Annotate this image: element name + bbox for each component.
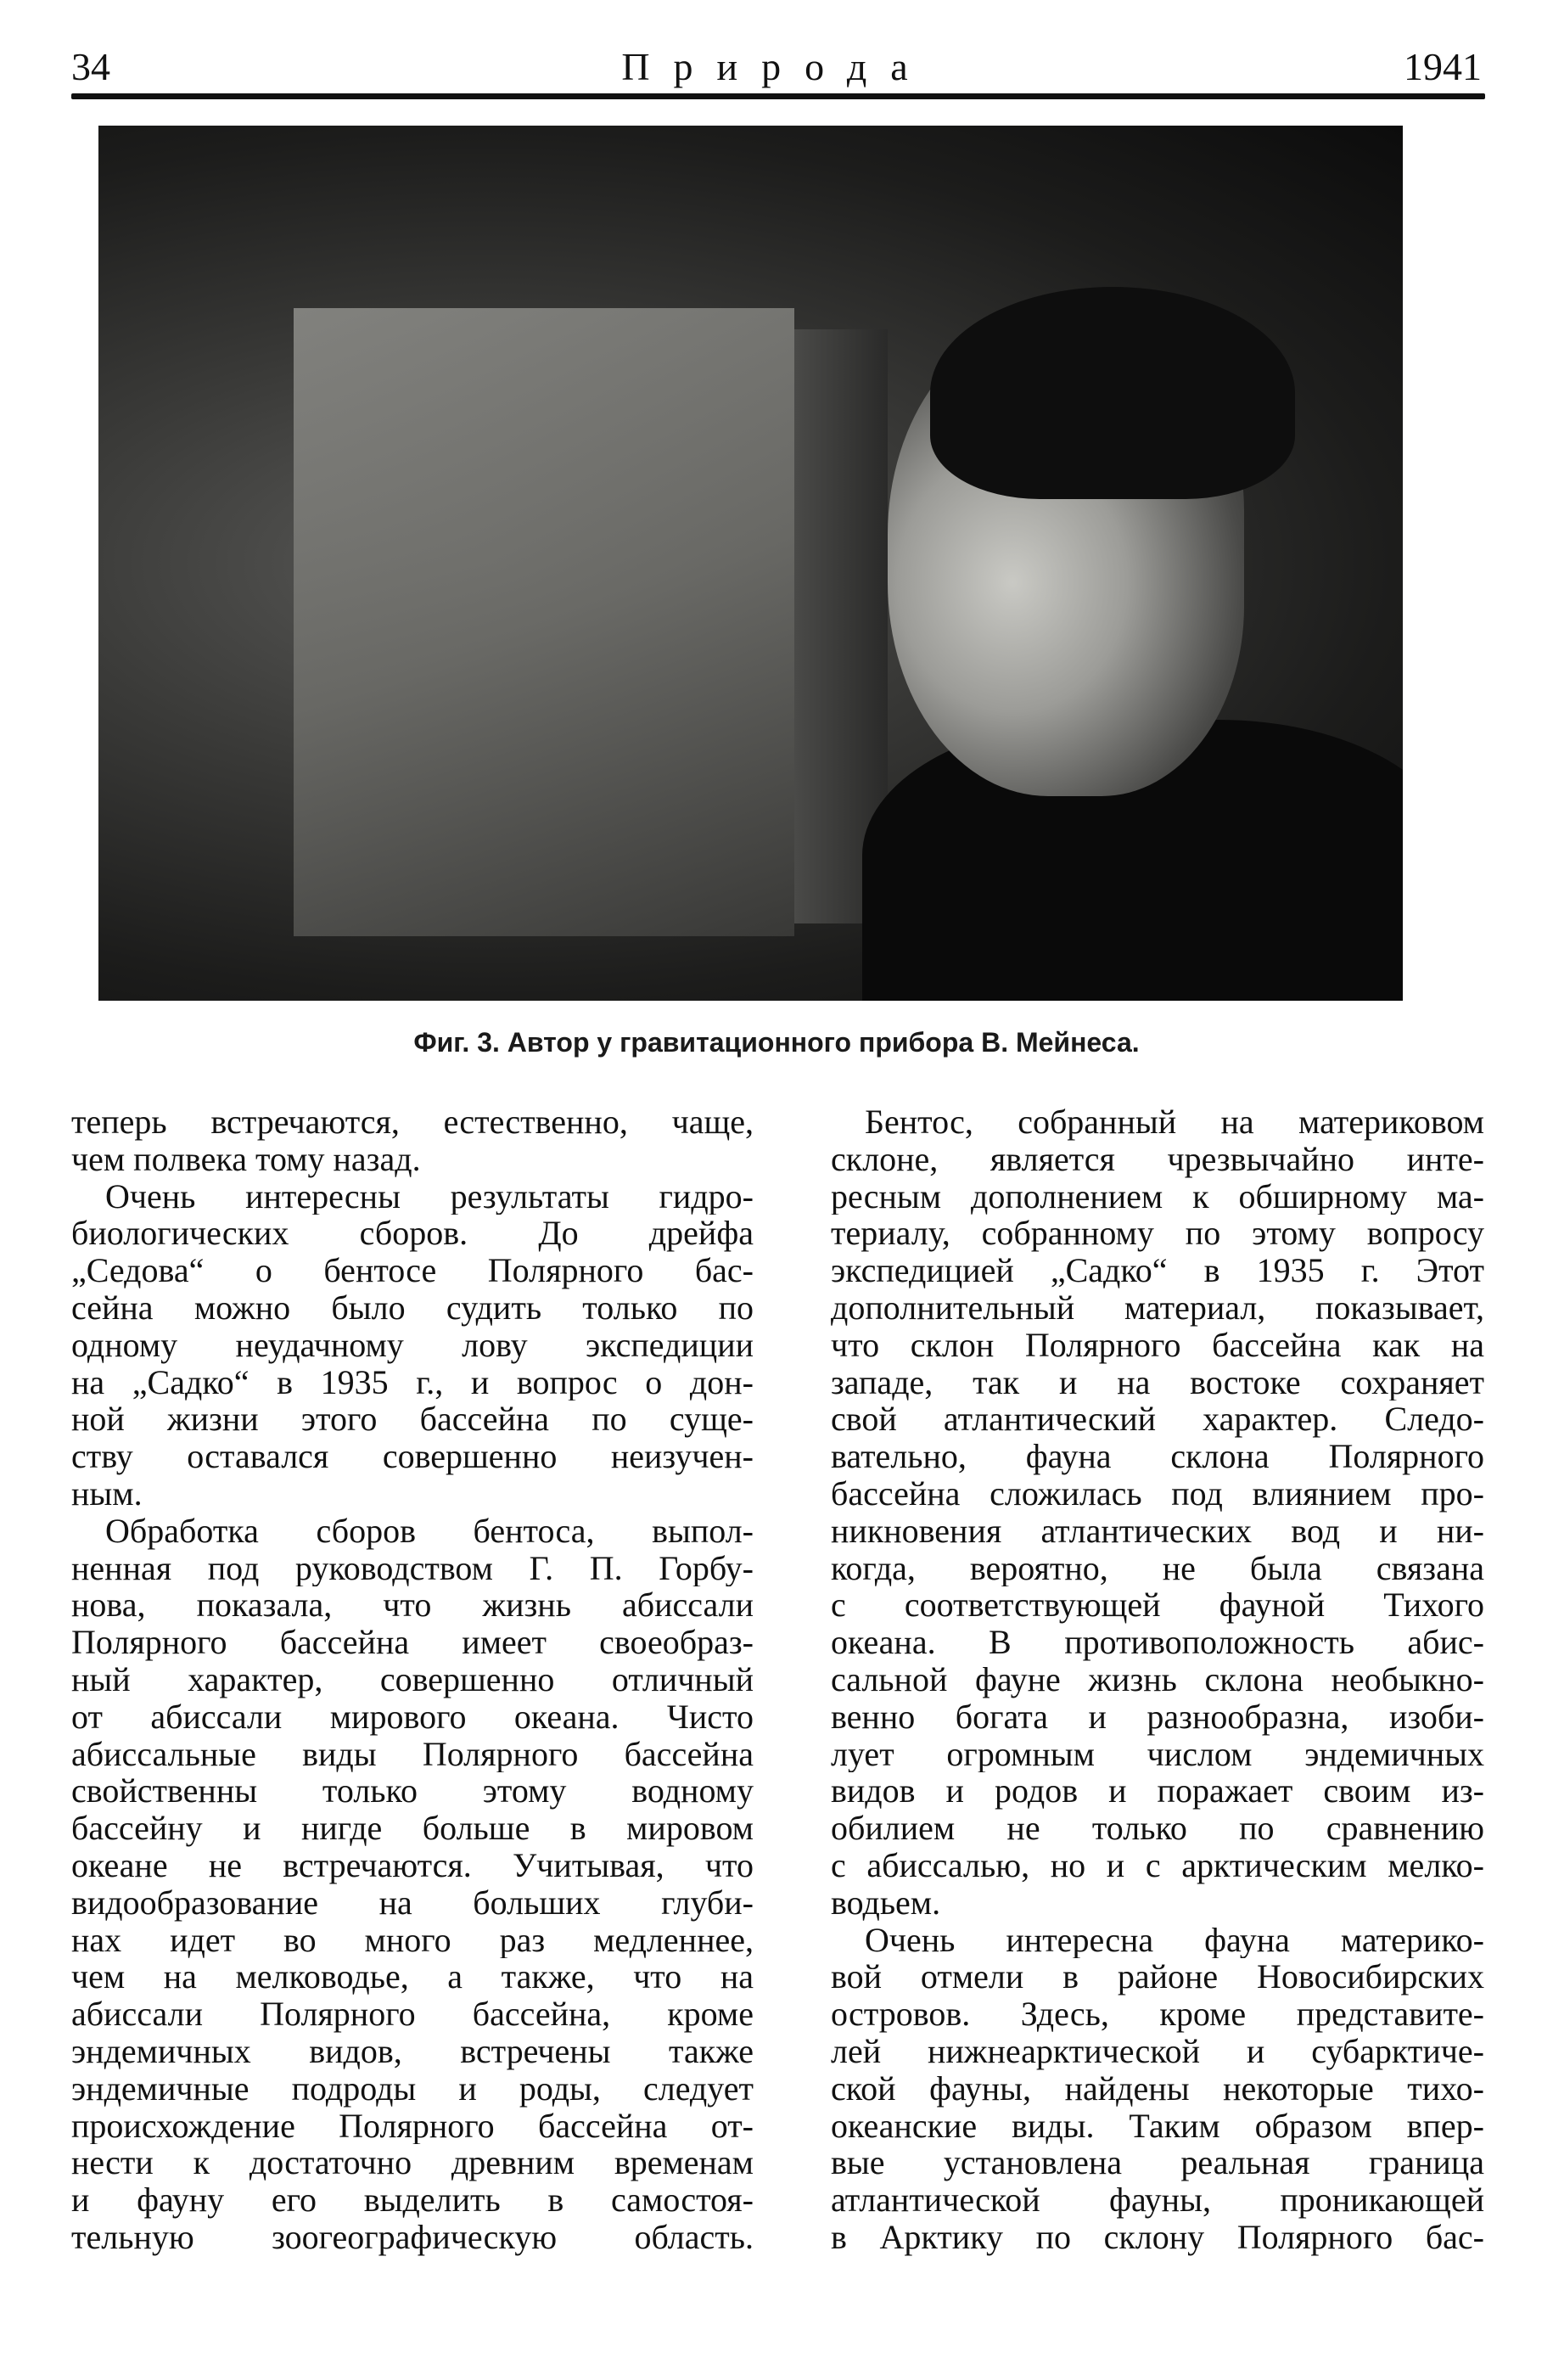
figure-caption: Фиг. 3. Автор у гравитационного прибора В. Мейнеса. <box>413 1027 1140 1058</box>
text-line: нах идет во много раз медленнее, <box>71 1921 754 1959</box>
person-hair <box>930 287 1295 499</box>
text-line: сейна можно было судить только по <box>71 1288 754 1327</box>
text-line: сальной фауне жизнь склона необыкно- <box>831 1660 1484 1698</box>
text-line: ненная под руководством Г. П. Горбу- <box>71 1549 754 1587</box>
page-number: 34 <box>71 45 110 88</box>
text-line: нова, показала, что жизнь абиссали <box>71 1586 754 1625</box>
text-line: ный характер, совершенно отличный <box>71 1660 754 1698</box>
text-line: обилием не только по сравнению <box>831 1810 1484 1847</box>
right-column <box>831 1103 1484 2256</box>
text-line: ской фауны, найдены некоторые тихо- <box>831 2069 1484 2108</box>
text-line: дополнительный материал, показывает, <box>831 1288 1484 1327</box>
text-line: нести к достаточно древним временам <box>71 2144 754 2182</box>
text-line: видообразование на больших глуби- <box>71 1883 754 1922</box>
text-line: тельную зоогеографическую область. <box>71 2218 754 2256</box>
text-line: Полярного бассейна имеет своеобраз- <box>71 1624 754 1661</box>
gravity-instrument-panel <box>294 308 794 936</box>
text-line: свойственны только этому водному <box>71 1772 754 1810</box>
text-line: на „Садко“ в 1935 г., и вопрос о дон- <box>71 1363 754 1401</box>
text-line: лует огромным числом эндемичных <box>831 1735 1484 1773</box>
text-line: лей нижнеарктической и субарктиче- <box>831 2032 1484 2070</box>
text-line: никновения атлантических вод и ни- <box>831 1512 1484 1550</box>
text-line: склоне, является чрезвычайно инте- <box>831 1140 1484 1178</box>
text-line: териалу, собранному по этому вопросу <box>831 1215 1484 1253</box>
text-line: Очень интересны результаты гидро- <box>105 1177 754 1215</box>
text-line: океане не встречаются. Учитывая, что <box>71 1846 754 1884</box>
text-line: „Седова“ о бентосе Полярного бас- <box>71 1252 754 1289</box>
text-line: Бентос, собранный на материковом <box>865 1103 1484 1141</box>
text-line: в Арктику по склону Полярного бас- <box>831 2218 1484 2256</box>
journal-title: Природа <box>621 45 932 88</box>
text-line: ной жизни этого бассейна по суще- <box>71 1400 754 1439</box>
text-line: чем полвека тому назад. <box>71 1140 421 1178</box>
text-line: эндемичных видов, встречены также <box>71 2032 754 2070</box>
left-column <box>71 1103 754 2256</box>
header-rule <box>71 93 1485 99</box>
text-line: Обработка сборов бентоса, выпол- <box>105 1512 754 1550</box>
text-line: западе, так и на востоке сохраняет <box>831 1363 1484 1401</box>
text-line: экспедицией „Садко“ в 1935 г. Этот <box>831 1252 1484 1289</box>
text-line: от абиссали мирового океана. Чисто <box>71 1698 754 1736</box>
text-line: и фауну его выделить в самостоя- <box>71 2181 754 2219</box>
text-line: видов и родов и поражает своим из- <box>831 1772 1484 1810</box>
text-line: океана. В противоположность абис- <box>831 1624 1484 1661</box>
text-line: вательно, фауна склона Полярного <box>831 1438 1484 1475</box>
text-line: одному неудачному лову экспедиции <box>71 1326 754 1364</box>
text-line: ным. <box>71 1474 143 1513</box>
text-line: ству оставался совершенно неизучен- <box>71 1438 754 1475</box>
figure-photo <box>98 126 1403 1001</box>
text-line: океанские виды. Таким образом впер- <box>831 2107 1484 2145</box>
text-line: вые установлена реальная граница <box>831 2144 1484 2182</box>
text-line: атлантической фауны, проникающей <box>831 2181 1484 2219</box>
text-line: происхождение Полярного бассейна от- <box>71 2107 754 2145</box>
text-line: абиссали Полярного бассейна, кроме <box>71 1995 754 2033</box>
text-line: островов. Здесь, кроме представите- <box>831 1995 1484 2033</box>
text-line: когда, вероятно, не была связана <box>831 1549 1484 1587</box>
text-line: биологических сборов. До дрейфа <box>71 1215 754 1253</box>
text-line: бассейна сложилась под влиянием про- <box>831 1474 1484 1513</box>
text-line: свой атлантический характер. Следо- <box>831 1400 1484 1439</box>
text-line: венно богата и разнообразна, изоби- <box>831 1698 1484 1736</box>
text-line: водьем. <box>831 1883 941 1922</box>
running-header <box>71 44 1482 95</box>
year: 1941 <box>1404 45 1482 88</box>
text-line: эндемичные подроды и роды, следует <box>71 2069 754 2108</box>
text-line: с абиссалью, но и с арктическим мелко- <box>831 1846 1484 1884</box>
text-line: ресным дополнением к обширному ма- <box>831 1177 1484 1215</box>
text-line: теперь встречаются, естественно, чаще, <box>71 1103 754 1141</box>
text-line: что склон Полярного бассейна как на <box>831 1326 1484 1364</box>
text-line: бассейну и нигде больше в мировом <box>71 1810 754 1847</box>
text-line: чем на мелководье, а также, что на <box>71 1958 754 1996</box>
text-line: вой отмели в районе Новосибирских <box>831 1958 1484 1996</box>
text-line: с соответствующей фауной Тихого <box>831 1586 1484 1625</box>
text-line: абиссальные виды Полярного бассейна <box>71 1735 754 1773</box>
text-line: Очень интересна фауна материко- <box>865 1921 1484 1959</box>
